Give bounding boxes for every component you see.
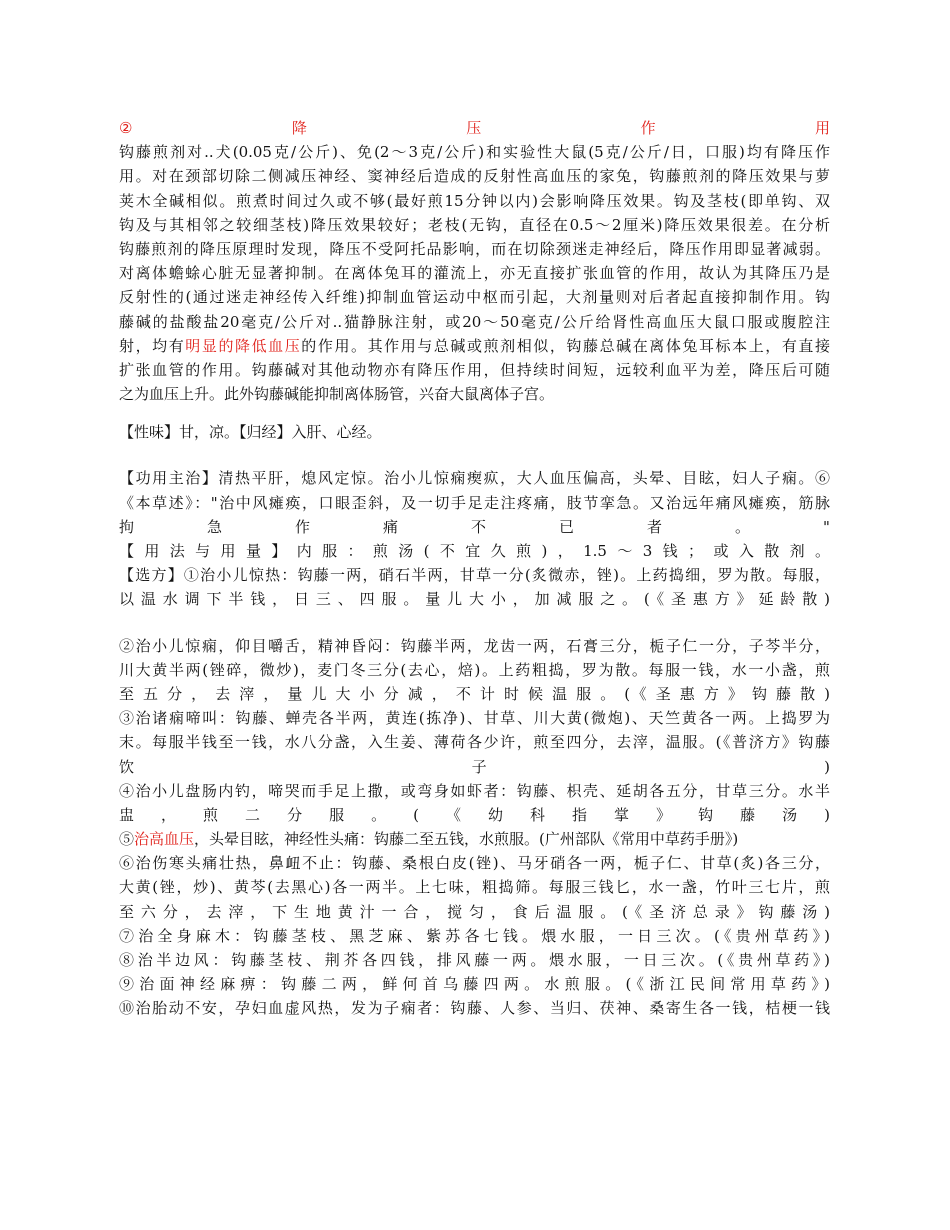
text-line: ②治小儿惊痫，仰目嚼舌，精神昏闷：钩藤半两，龙齿一两，石膏三分，栀子仁一分，子芩半分， xyxy=(119,636,830,655)
text-line: 大黄(锉，炒)、黄芩(去黑心)各一两半。上七味，粗捣筛。每服三钱匕，水一盏，竹叶三七片，煎 xyxy=(119,878,830,897)
heading-char: 作 xyxy=(640,119,656,137)
text-line: 钩及与其相邻之较细茎枝)降压效果较好；老枝(无钩，直径在0.5～2厘米)降压效果很差。在分析 xyxy=(119,215,830,234)
text-line: ⑧治半边风：钩藤茎枝、荆芥各四钱，排风藤一两。煨水服，一日三次。(《贵州草药》) xyxy=(119,951,830,969)
text-line: 【功用主治】清热平肝，熄风定惊。治小儿惊痫瘈疭，大人血压偏高，头晕、目眩，妇人子痫。⑥ xyxy=(119,469,830,488)
spread-line: 饮 子 ) xyxy=(119,757,830,776)
text-line: ⑦治全身麻木：钩藤茎枝、黑芝麻、紫苏各七钱。煨水服，一日三次。(《贵州草药》) xyxy=(119,926,830,945)
text-line: 末。每服半钱至一钱，水八分盏，入生姜、薄荷各少许，煎至四分，去滓，温服。(《普济方》钩藤 xyxy=(119,733,830,752)
spread-line: 拘 急 作 痛 不 已 者 。 " xyxy=(119,517,830,536)
heading-char: 压 xyxy=(466,119,482,137)
text-line: 荚木全碱相似。煎煮时间过久或不够(最好煎15分钟以内)会影响降压效果。钩及茎枝(即单钩、双 xyxy=(119,191,830,210)
heading-char: 用 xyxy=(814,119,830,137)
text-line: ⑩治胎动不安，孕妇血虚风热，发为子痫者：钩藤、人参、当归、茯神、桑寄生各一钱，桔梗一钱 xyxy=(119,999,830,1018)
text-line: 对离体蟾蜍心脏无显著抑制。在离体兔耳的灌流上，亦无直接扩张血管的作用，故认为其降压乃是 xyxy=(119,264,830,283)
text-line: ③治诸痫啼叫：钩藤、蝉壳各半两，黄连(拣净)、甘草、川大黄(微炮)、天竺黄各一两。上捣罗为 xyxy=(119,709,830,728)
text-line: 藤碱的盐酸盐20毫克/公斤对..猫静脉注射，或20～50毫克/公斤给肾性高血压大鼠口服或腹腔注 xyxy=(119,312,830,331)
text-line: ⑥治伤寒头痛壮热，鼻衄不止：钩藤、桑根白皮(锉)、马牙硝各一两，栀子仁、甘草(炙)各三分， xyxy=(119,854,830,873)
text-line: 【选方】①治小儿惊热：钩藤一两，硝石半两，甘草一分(炙微赤，锉)。上药捣细，罗为散。每服， xyxy=(119,566,830,585)
text-line: 反射性的(通过迷走神经传入纤维)抑制血管运动中枢而引起，大剂量则对后者起直接抑制作用。钩 xyxy=(119,288,830,307)
text-line: ⑨治面神经麻痹：钩藤二两，鲜何首乌藤四两。水煎服。(《浙江民间常用草药》) xyxy=(119,975,830,994)
text-line: 川大黄半两(锉碎，微炒)，麦门冬三分(去心，焙)。上药粗捣，罗为散。每服一钱，水一小盏，煎 xyxy=(119,660,830,679)
text-line: ④治小儿盘肠内钓，啼哭而手足上撒，或弯身如虾者：钩藤、枳壳、延胡各五分，甘草三分。水半 xyxy=(119,781,830,800)
document-page xyxy=(119,116,830,1021)
text-line: 至六分，去滓，下生地黄汁一合，搅匀，食后温服。(《圣济总录》钩藤汤) xyxy=(119,902,830,921)
text-line: 扩张血管的作用。钩藤碱对其他动物亦有降压作用，但持续时间短，远较利血平为差，降压后可随 xyxy=(119,360,830,379)
text-line: 之为血压上升。此外钩藤碱能抑制离体肠管，兴奋大鼠离体子宫。 xyxy=(119,385,555,404)
text-line: 《本草述》："治中风瘫痪，口眼歪斜，及一切手足走注疼痛，肢节挛急。又治远年痛风瘫痪，筋脉 xyxy=(119,493,830,512)
text-line: 用。对在颈部切除二侧减压神经、窦神经后造成的反射性高血压的家兔，钩藤煎剂的降压效果与萝 xyxy=(119,167,830,186)
paragraph-antihypertensive xyxy=(119,140,830,406)
text-line: 至五分，去滓，量儿大小分减，不计时候温服。(《圣惠方》钩藤散) xyxy=(119,684,830,703)
heading-char: 降 xyxy=(291,119,307,137)
highlight-text: 治高血压 xyxy=(134,830,195,849)
text-line: 以温水调下半钱，日三、四服。量儿大小，加减服之。(《圣惠方》延龄散) xyxy=(119,590,830,609)
text-line: ⑤治高血压，头晕目眩，神经性头痛：钩藤二至五钱，水煎服。(广州部队《常用中草药手册》) xyxy=(119,830,739,849)
usage-dosage: 【用法与用量】内服：煎汤(不宜久煎)，1.5～3钱；或入散剂。 xyxy=(119,542,830,560)
text-line: 射，均有明显的降低血压的作用。其作用与总碱或煎剂相似，钩藤总碱在离体兔耳标本上，有直接 xyxy=(119,336,830,355)
heading-char: ② xyxy=(119,119,133,137)
text-line: 钩藤煎剂的降压原理时发现，降压不受阿托品影响，而在切除颈迷走神经后，降压作用即显著减弱。 xyxy=(119,239,830,258)
text-line: 钩藤煎剂对..犬(0.05克/公斤)、免(2～3克/公斤)和实验性大鼠(5克/公斤/日，口服)均有降压作 xyxy=(119,143,830,162)
highlight-text: 明显的降低血压 xyxy=(185,336,302,355)
spread-line: 盅 ， 煎 二 分 服 。 ( 《 幼 科 指 掌 》 钩 藤 汤 ) xyxy=(119,805,830,824)
section-heading xyxy=(119,116,830,140)
nature-flavor: 【性味】甘，凉。【归经】入肝、心经。 xyxy=(119,423,382,442)
